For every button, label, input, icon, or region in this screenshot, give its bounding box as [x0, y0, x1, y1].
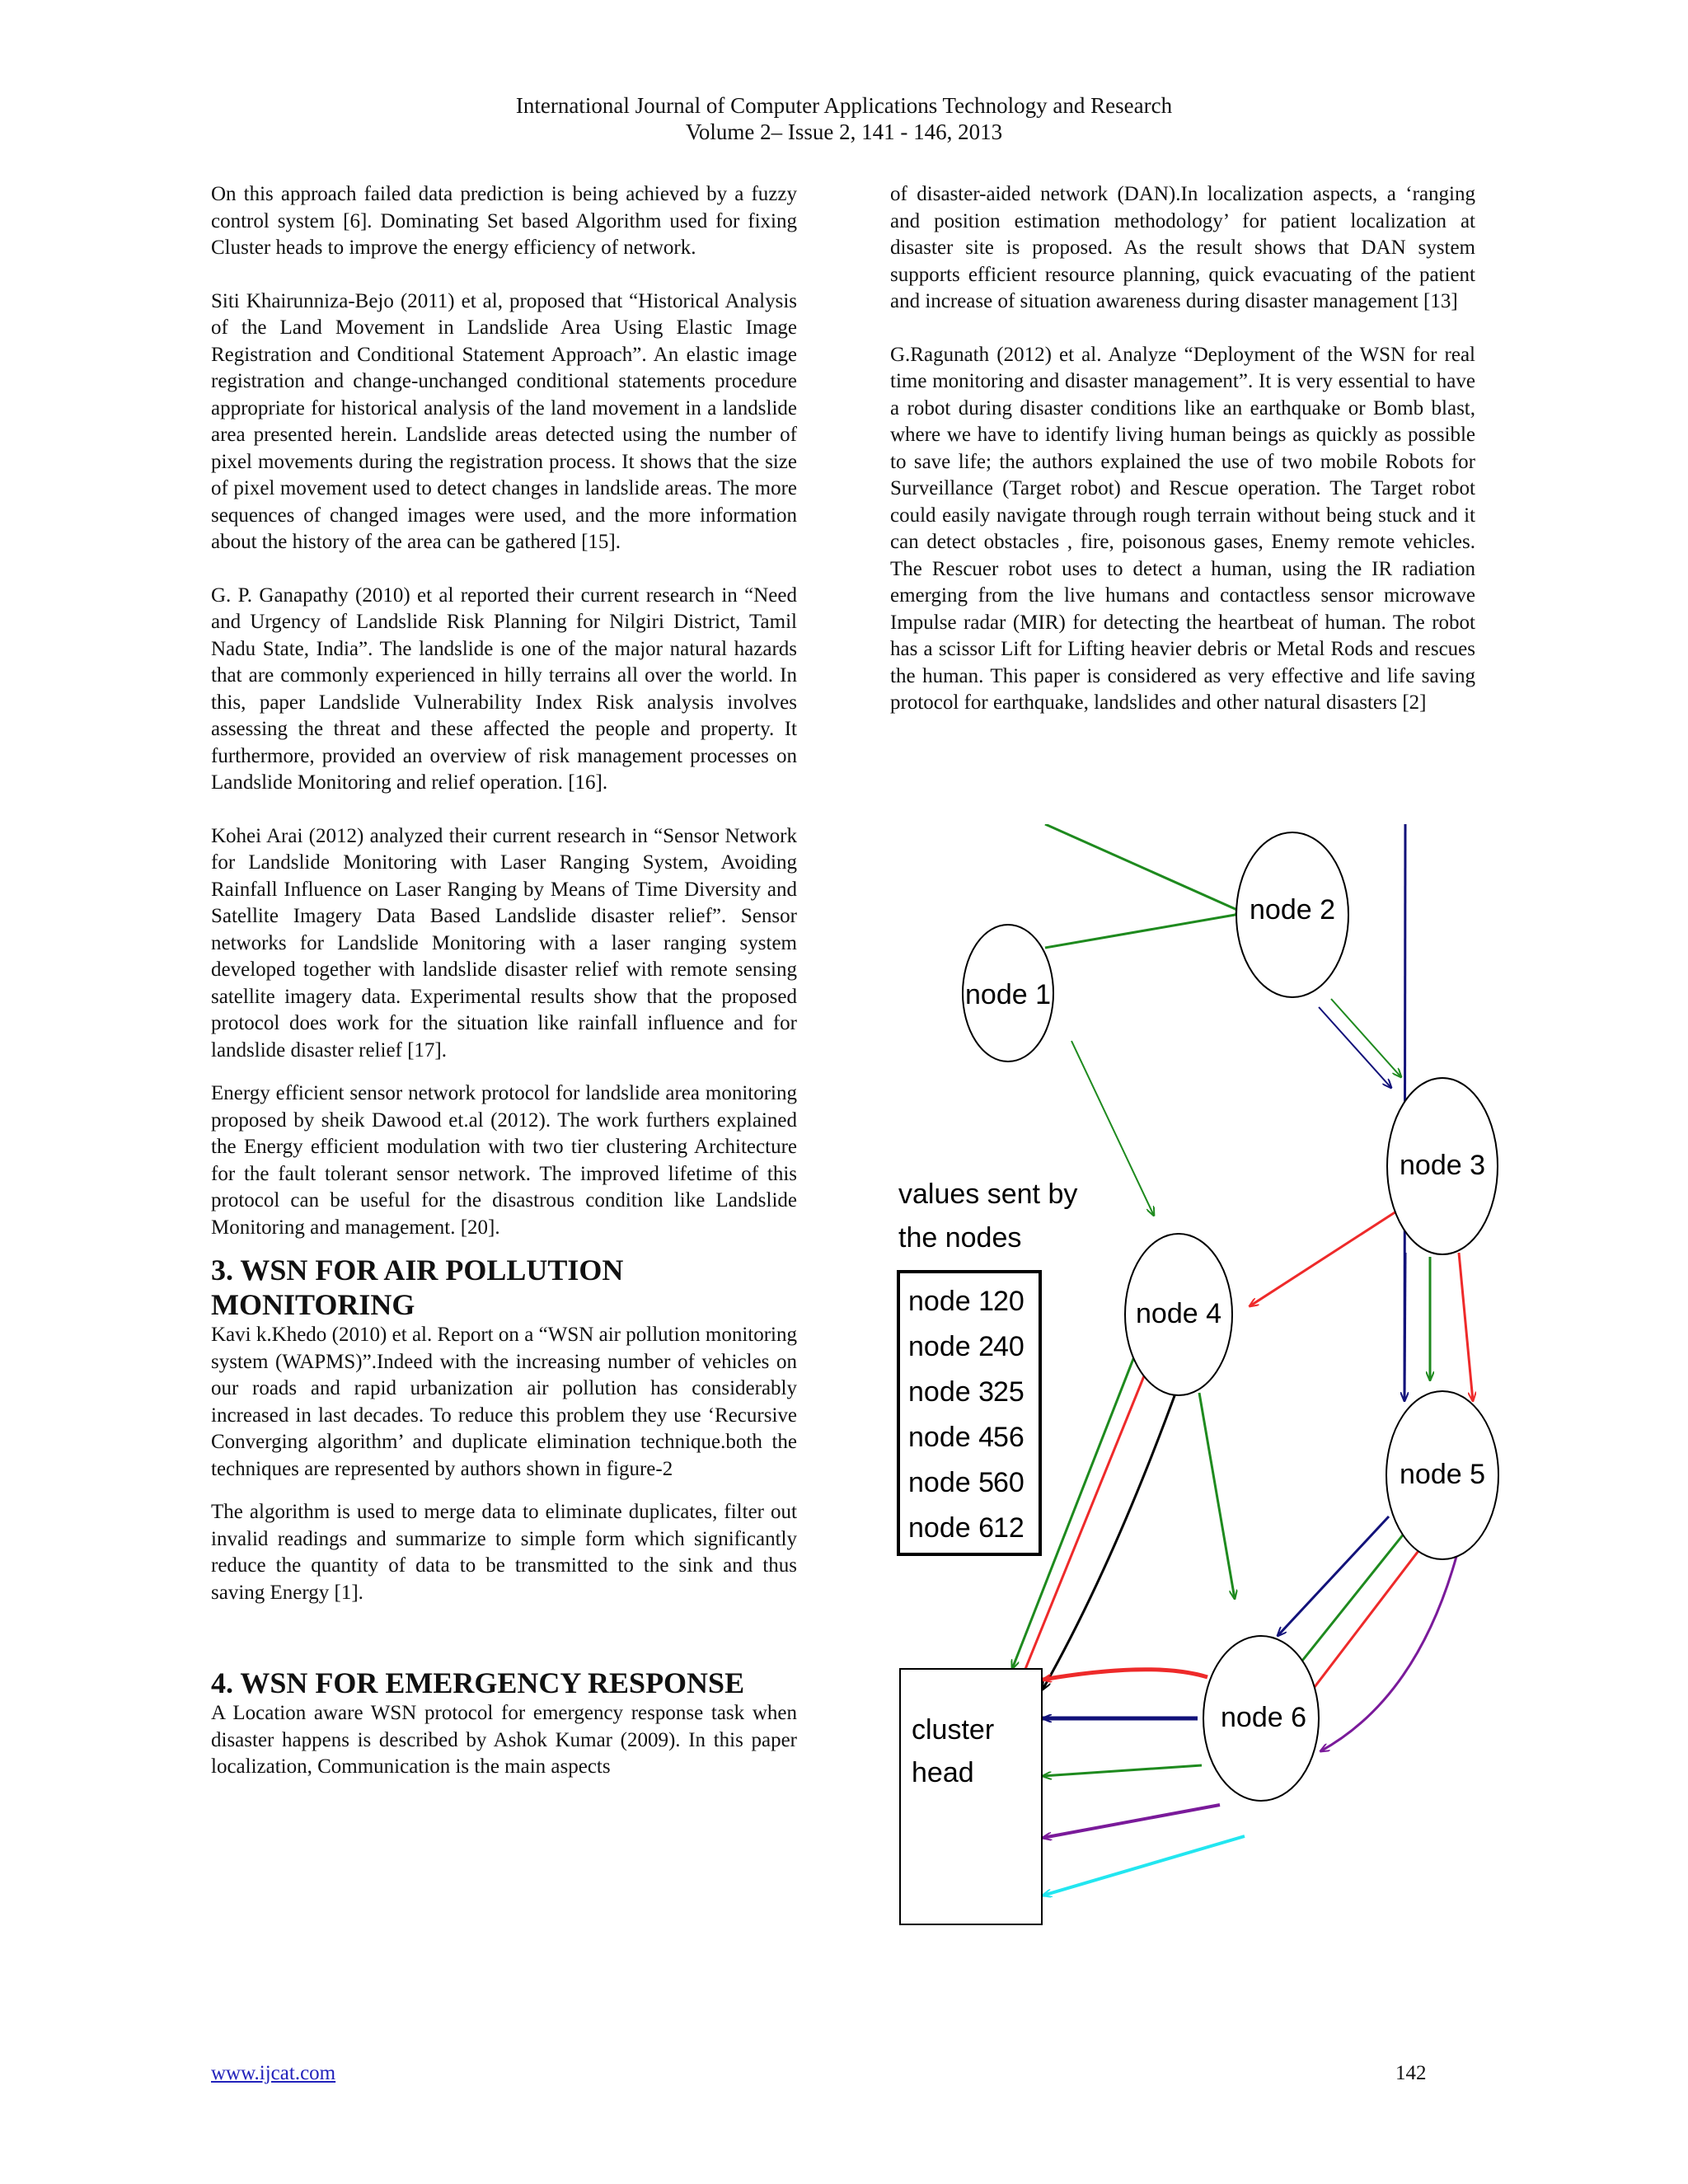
- paragraph: Kavi k.Khedo (2010) et al. Report on a “WSN air pollution monitoring system (WAPMS)”.Indeed with the increasing number of vehicles on our roads and rapid urbanization air pollution has considerably increased in last decades. To reduce this problem they use ‘Recursive Converging algorithm’ and duplicate elimination technique.both the techniques are represented by authors shown in figure-2: [211, 1324, 797, 1480]
- node-5-label: node 5: [1400, 1459, 1485, 1490]
- legend-node: node 3: [908, 1376, 994, 1408]
- paragraph: On this approach failed data prediction is being achieved by a fuzzy control system [6]. Dominating Set based Algorithm used for fixing Cluster heads to improve the energy efficiency of network.: [211, 183, 797, 259]
- edge-node6-cluster-cyan: [1043, 1836, 1245, 1896]
- page-number: 142: [1395, 2062, 1427, 2084]
- legend-value: 12: [993, 1512, 1025, 1544]
- legend-value: 40: [993, 1331, 1025, 1362]
- edge-node5-node6-green: [1296, 1533, 1404, 1669]
- edge-node5-node6-navy: [1278, 1516, 1389, 1636]
- legend-value: 25: [993, 1376, 1025, 1408]
- edge-node3-node4: [1250, 1212, 1396, 1306]
- legend-node: node 4: [908, 1422, 994, 1453]
- legend-value: 60: [993, 1467, 1025, 1498]
- cluster-head-label-1: cluster: [912, 1714, 995, 1746]
- node-1-label: node 1: [965, 979, 1051, 1010]
- left-column: [211, 181, 797, 1781]
- figure-wsn-data-aggregation: [890, 824, 1508, 1929]
- section-4-heading: 4. WSN FOR EMERGENCY RESPONSE: [211, 1666, 745, 1699]
- legend-value: 56: [993, 1422, 1025, 1453]
- legend-title-2: the nodes: [898, 1222, 1022, 1254]
- edge-node6-cluster-purple: [1043, 1805, 1220, 1838]
- edge-node1-node4: [1071, 1041, 1154, 1216]
- edge-node5-node6-red: [1306, 1541, 1426, 1698]
- legend-title-1: values sent by: [898, 1179, 1078, 1210]
- journal-header: [0, 92, 1688, 145]
- paragraph: of disaster-aided network (DAN).In localization aspects, a ‘ranging and position estimation methodology’ for patient localization at disaster site is proposed. As the result shows that DAN system supports efficient resource planning, quick evacuating of the patient and increase of situation awareness during disaster management [13]: [890, 183, 1475, 312]
- paragraph: G. P. Ganapathy (2010) et al reported their current research in “Need and Urgency of Landslide Risk Planning for Nilgiri District, Tamil Nadu State, India”. The landslide is one of the major natural hazards that are commonly experienced in hilly terrains all over the world. In this, paper Landslide Vulnerability Index Risk analysis involves assessing the threat and these affected the people and property. It furthermore, provided an overview of risk management processes on Landslide Monitoring and relief operation. [16].: [211, 583, 797, 794]
- legend-node: node 6: [908, 1512, 994, 1544]
- legend-node: node 5: [908, 1467, 994, 1498]
- paragraph: G.Ragunath (2012) et al. Analyze “Deployment of the WSN for real time monitoring and disaster management”. It is very essential to have a robot during disaster conditions like an earthquake or Bomb blast, where we have to identify living human beings as quickly as possible to save life; the authors explained the use of two mobile Robots for Surveillance (Target robot) and Rescue operation. The Target robot could easily navigate through rough terrain without being stuck and it can detect obstacles , fire, poisonous gases, Enemy remote vehicles. The Rescuer robot uses to detect a human, using the IR radiation emerging from the live humans and contactless sensor microwave Impulse radar (MIR) for detecting the heartbeat of human. The robot has a scissor Lift for Lifting heavier debris or Metal Rods and rescues the human. This paper is considered as very effective and life saving protocol for earthquake, landslides and other natural disasters [2]: [890, 343, 1475, 714]
- paragraph: A Location aware WSN protocol for emergency response task when disaster happens is described by Ashok Kumar (2009). In this paper localization, Communication is the main aspects: [211, 1702, 797, 1778]
- paragraph: Kohei Arai (2012) analyzed their current research in “Sensor Network for Landslide Monitoring with Laser Ranging System, Avoiding Rainfall Influence on Laser Ranging by Means of Time Diversity and Satellite Imagery Data Based Landslide disaster relief”. Sensor networks for Landslide Monitoring with a laser ranging system developed together with landslide disaster relief with remote sensing satellite imagery data. Experimental results show that the proposed protocol does work for the situation like rainfall influence and for landslide disaster relief [17].: [211, 824, 797, 1062]
- paragraph: The algorithm is used to merge data to eliminate duplicates, filter out invalid readings and summarize to simple form which significantly reduce the quantity of data to be transmitted to the sink and thus saving Energy [1].: [211, 1501, 797, 1604]
- section-3-heading: 3. WSN FOR AIR POLLUTION MONITORING: [211, 1254, 624, 1321]
- journal-volume: Volume 2– Issue 2, 141 - 146, 2013: [685, 120, 1003, 144]
- edge-node6-cluster-green: [1043, 1765, 1202, 1776]
- journal-title: International Journal of Computer Applications Technology and Research: [515, 93, 1173, 118]
- edge-node2-node3-navy: [1319, 1007, 1391, 1088]
- edge-node6-cluster-red: [1043, 1670, 1207, 1680]
- legend-value: 20: [993, 1286, 1025, 1317]
- edge-node1-node2: [1045, 824, 1245, 913]
- node-6-label: node 6: [1221, 1702, 1306, 1733]
- node-2-label: node 2: [1250, 894, 1335, 926]
- journal-website-link[interactable]: www.ijcat.com: [211, 2062, 336, 2084]
- node-3-label: node 3: [1400, 1150, 1485, 1181]
- edge-node1-node2: [1045, 913, 1245, 948]
- edge-node4-node6: [1199, 1393, 1235, 1599]
- cluster-head-box: [900, 1669, 1042, 1924]
- node-4-label: node 4: [1136, 1298, 1221, 1329]
- edge-node2-node3-green: [1331, 999, 1401, 1077]
- right-column: [890, 181, 1475, 717]
- legend-node: node 1: [908, 1286, 994, 1317]
- cluster-head-label-2: head: [912, 1757, 974, 1788]
- edge-node3-node5-red: [1459, 1253, 1473, 1401]
- legend-node: node 2: [908, 1331, 994, 1362]
- paragraph: Siti Khairunniza-Bejo (2011) et al, proposed that “Historical Analysis of the Land Movement in Landslide Area Using Elastic Image Registration and Conditional Statement Approach”. An elastic image registration and change-unchanged conditional statements procedure appropriate for historical analysis of the land movement in a landslide area presented herein. Landslide areas detected using the number of pixel movements during the registration process. It shows that the size of pixel movement used to detect changes in landslide areas. The more sequences of changed images were used, and the more information about the history of the area can be gathered [15].: [211, 289, 797, 553]
- paragraph: Energy efficient sensor network protocol for landslide area monitoring proposed by sheik Dawood et.al (2012). The work furthers explained the Energy efficient modulation with two tier clustering Architecture for the fault tolerant sensor network. The improved lifetime of this protocol can be useful for the disastrous condition like Landslide Monitoring and management. [20].: [211, 1082, 797, 1239]
- edge-node3-node5-navy: [1404, 1253, 1405, 1401]
